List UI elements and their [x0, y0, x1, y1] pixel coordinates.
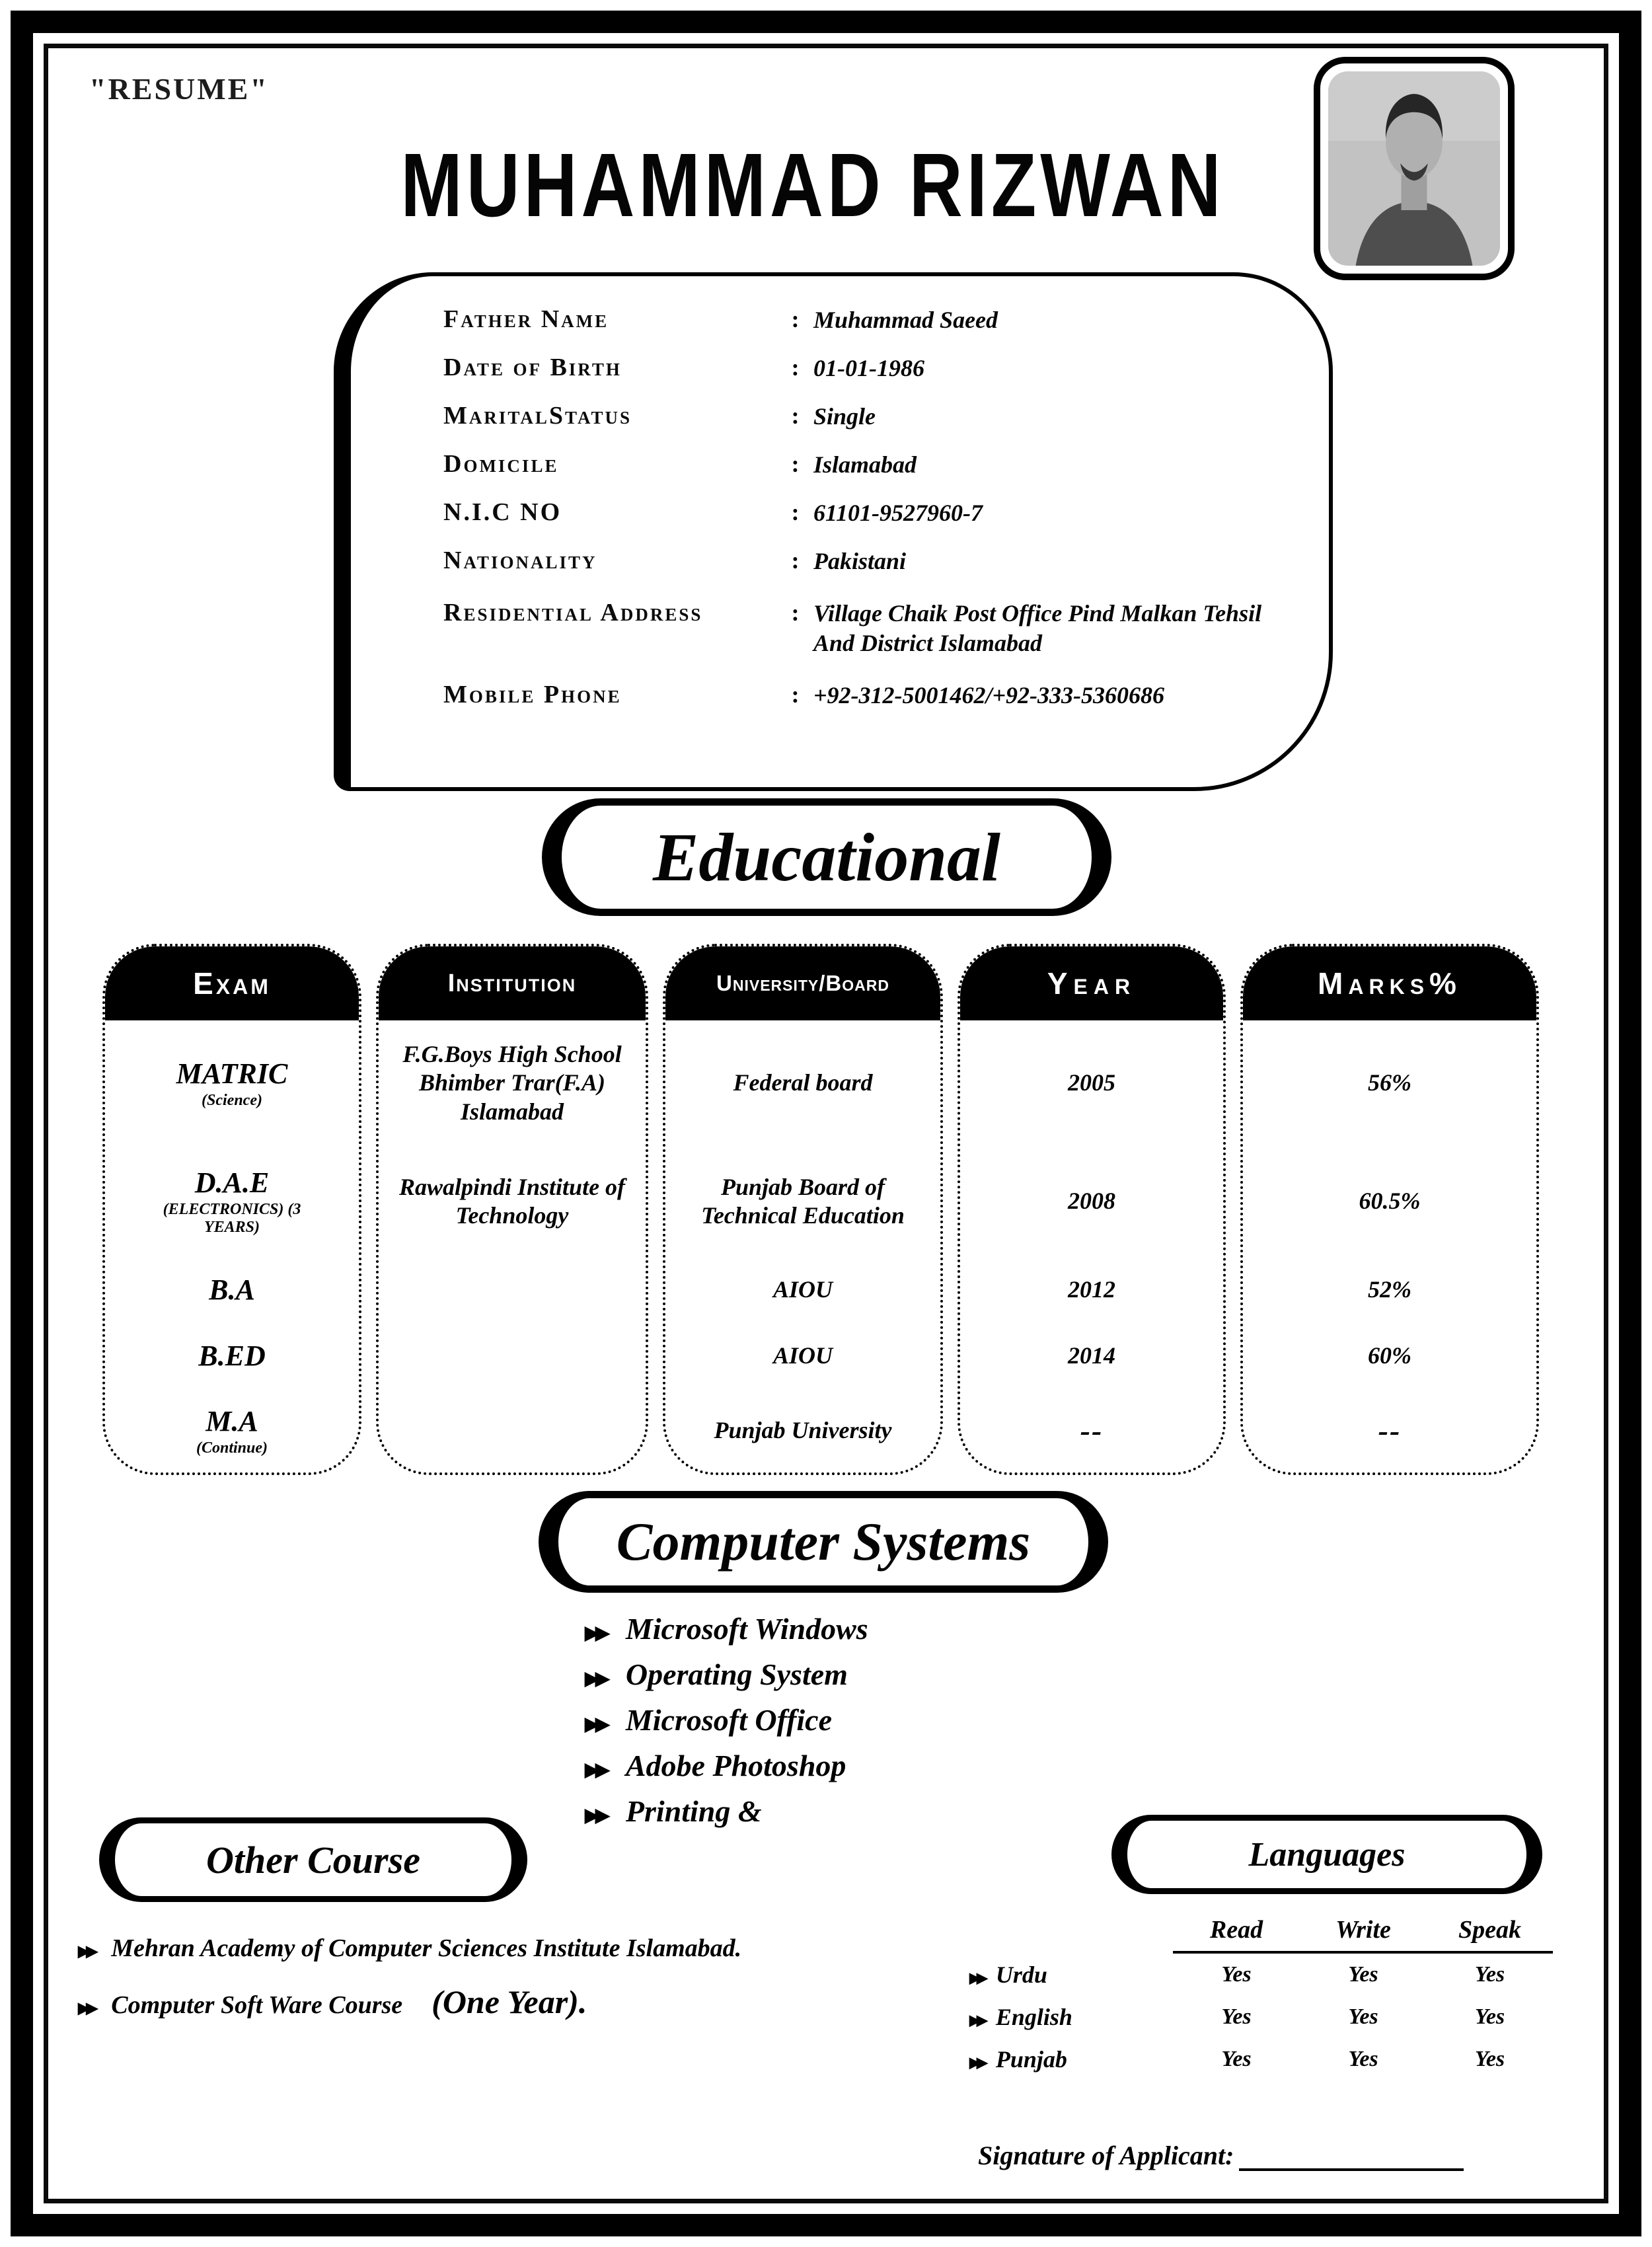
exam-note: (ELECTRONICS) (3 YEARS) [163, 1200, 301, 1237]
list-item [585, 1611, 868, 1646]
language-speak-value: Yes [1474, 1962, 1505, 1987]
info-label: Residential Address [443, 599, 703, 627]
list-item [585, 1657, 868, 1692]
list-item-label: Microsoft Windows [625, 1612, 868, 1646]
info-row-father-name [443, 305, 1293, 335]
board-cell: Punjab Board of Technical Education [701, 1173, 905, 1229]
language-name: English [995, 2004, 1072, 2030]
list-item-label: Operating System [625, 1657, 848, 1691]
other-course-section-title: Other Course [206, 1838, 420, 1882]
other-course-text: Computer Soft Ware Course [111, 1991, 403, 2019]
info-value: Pakistani [813, 548, 907, 574]
arrow-bullet-icon [585, 1748, 606, 1783]
language-name: Punjab [995, 2046, 1067, 2073]
exam-cell [105, 1389, 359, 1472]
year-cell: -- [1080, 1414, 1104, 1448]
person-portrait-image [1328, 71, 1500, 266]
other-course-section-header [99, 1817, 527, 1902]
info-value: Single [813, 403, 876, 430]
applicant-name: MUHAMMAD RIZWAN [400, 134, 1225, 236]
languages-section-title: Languages [1248, 1835, 1406, 1874]
info-label: Mobile Phone [443, 681, 622, 708]
exam-cell [105, 1020, 359, 1146]
education-column-exam [102, 944, 361, 1475]
column-header-institution: Institution [379, 946, 646, 1020]
computer-systems-list [585, 1611, 868, 1839]
arrow-bullet-icon [585, 1657, 606, 1692]
other-course-text: Mehran Academy of Computer Sciences Institute Islamabad. [111, 1934, 742, 1962]
signature-label: Signature of Applicant: [978, 2141, 1234, 2170]
info-label: MaritalStatus [443, 402, 632, 430]
board-cell: AIOU [772, 1342, 833, 1369]
exam-cell [105, 1146, 359, 1257]
info-label: N.I.C NO [443, 498, 562, 526]
list-item-label: Microsoft Office [625, 1703, 833, 1737]
colon-separator [777, 354, 813, 381]
info-row-domicile [443, 450, 1293, 480]
info-value: 01-01-1986 [813, 355, 924, 381]
languages-column-write: Write [1300, 1915, 1427, 1954]
info-row-date-of-birth [443, 354, 1293, 383]
info-label: Domicile [443, 450, 559, 478]
colon-separator [777, 402, 813, 430]
applicant-photo [1314, 57, 1515, 280]
other-course-duration: (One Year). [432, 1983, 587, 2020]
info-row-marital-status [443, 402, 1293, 432]
language-write-value: Yes [1348, 2047, 1378, 2071]
language-read-value: Yes [1221, 2004, 1252, 2029]
exam-name: B.ED [198, 1339, 266, 1372]
signature-area [978, 2140, 1464, 2171]
language-read-value: Yes [1221, 1962, 1252, 1987]
other-course-line [78, 1983, 741, 2021]
exam-name: B.A [209, 1273, 255, 1306]
languages-table [955, 1915, 1553, 2080]
arrow-bullet-icon [585, 1794, 606, 1829]
arrow-bullet-icon [585, 1702, 606, 1737]
info-label: Date of Birth [443, 354, 622, 381]
info-value: Islamabad [813, 451, 917, 478]
education-section-title: Educational [653, 819, 1000, 895]
marks-cell: 56% [1368, 1069, 1411, 1096]
exam-name: MATRIC [176, 1057, 288, 1090]
education-column-institution [376, 944, 648, 1475]
language-row-english [955, 1996, 1173, 2038]
education-table [102, 944, 1553, 1475]
computer-systems-section-title: Computer Systems [616, 1511, 1031, 1572]
exam-note: (Continue) [196, 1439, 268, 1457]
computer-systems-section-header [539, 1491, 1108, 1593]
institution-cell [379, 1257, 646, 1323]
info-row-mobile-phone [443, 681, 1293, 710]
exam-name: D.A.E [194, 1166, 270, 1199]
info-label: Nationality [443, 547, 597, 574]
colon-separator [777, 498, 813, 526]
language-write-value: Yes [1348, 1962, 1378, 1987]
info-row-nic-no [443, 498, 1293, 528]
exam-cell [105, 1323, 359, 1389]
info-row-residential-address [443, 599, 1293, 658]
person-silhouette-icon [1328, 71, 1500, 266]
signature-line [1239, 2142, 1464, 2171]
language-speak-value: Yes [1474, 2004, 1505, 2029]
personal-info-panel [334, 272, 1333, 791]
list-item [585, 1702, 868, 1737]
colon-separator [777, 599, 813, 627]
institution-cell [379, 1323, 646, 1389]
info-value: Village Chaik Post Office Pind Malkan Tehsil And District Islamabad [813, 600, 1262, 656]
year-cell: 2005 [1068, 1069, 1115, 1096]
languages-section-header [1111, 1815, 1542, 1894]
column-header-university-board: University/Board [665, 946, 940, 1020]
info-label: Father Name [443, 305, 609, 333]
colon-separator [777, 305, 813, 333]
languages-header-spacer [955, 1915, 1173, 1954]
marks-cell: 60.5% [1359, 1188, 1421, 1215]
list-item-label: Adobe Photoshop [625, 1749, 846, 1782]
arrow-bullet-icon [78, 1991, 94, 2020]
year-cell: 2012 [1068, 1276, 1115, 1303]
info-row-nationality [443, 547, 1293, 576]
exam-cell [105, 1257, 359, 1323]
year-cell: 2008 [1068, 1188, 1115, 1215]
language-name: Urdu [995, 1961, 1047, 1988]
education-section-header [542, 798, 1111, 916]
education-column-university-board [663, 944, 943, 1475]
institution-cell: Rawalpindi Institute of Technology [398, 1173, 626, 1229]
language-speak-value: Yes [1474, 2047, 1505, 2071]
arrow-bullet-icon [969, 2003, 984, 2031]
arrow-bullet-icon [78, 1934, 94, 1963]
education-column-year [957, 944, 1226, 1475]
language-write-value: Yes [1348, 2004, 1378, 2029]
colon-separator [777, 681, 813, 708]
colon-separator [777, 547, 813, 574]
language-row-punjab [955, 2038, 1173, 2080]
board-cell: Federal board [733, 1069, 873, 1096]
arrow-bullet-icon [969, 1961, 984, 1989]
year-cell: 2014 [1068, 1342, 1115, 1369]
marks-cell: 60% [1368, 1342, 1411, 1369]
arrow-bullet-icon [585, 1611, 606, 1646]
column-header-year: Year [960, 946, 1223, 1020]
column-header-exam: Exam [105, 946, 359, 1020]
colon-separator [777, 450, 813, 478]
language-row-urdu [955, 1954, 1173, 1996]
languages-column-read: Read [1173, 1915, 1300, 1954]
other-course-line [78, 1934, 741, 1963]
marks-cell: -- [1378, 1414, 1402, 1448]
marks-cell: 52% [1368, 1276, 1411, 1303]
info-value: 61101-9527960-7 [813, 500, 983, 526]
other-course-details [78, 1934, 741, 2041]
languages-column-speak: Speak [1427, 1915, 1553, 1954]
info-value: +92-312-5001462/+92-333-5360686 [813, 682, 1164, 708]
language-read-value: Yes [1221, 2047, 1252, 2071]
list-item-label: Printing & [625, 1794, 762, 1828]
list-item [585, 1794, 868, 1829]
column-header-marks: Marks% [1243, 946, 1536, 1020]
resume-label: "RESUME" [89, 72, 269, 106]
institution-cell [379, 1389, 646, 1472]
exam-note: (Science) [202, 1091, 262, 1109]
list-item [585, 1748, 868, 1783]
institution-cell: F.G.Boys High School Bhimber Trar(F.A) Islamabad [402, 1041, 622, 1125]
exam-name: M.A [206, 1404, 258, 1437]
arrow-bullet-icon [969, 2045, 984, 2073]
board-cell: Punjab University [714, 1417, 892, 1444]
education-column-marks [1240, 944, 1539, 1475]
info-value: Muhammad Saeed [813, 307, 998, 333]
board-cell: AIOU [772, 1276, 833, 1303]
